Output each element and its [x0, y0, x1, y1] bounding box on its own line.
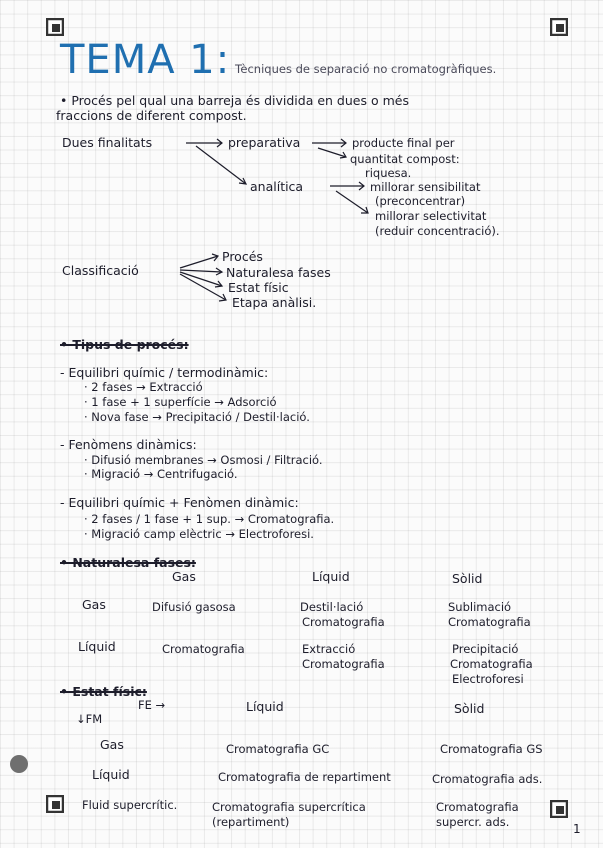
- anal-result-3: millorar selectivitat: [375, 209, 487, 223]
- classificacio-item-proces: Procés: [222, 249, 263, 264]
- combinat-item-1: · 2 fases / 1 fase + 1 sup. → Cromatografia.: [84, 512, 335, 526]
- naturalesa-row-gas: Gas: [82, 597, 106, 612]
- prep-result-1: producte final per: [352, 136, 455, 150]
- estat-col-solid: Sòlid: [454, 701, 485, 716]
- fenomens-item-1: · Difusió membranes → Osmosi / Filtració.: [84, 453, 323, 467]
- classificacio-item-etapa: Etapa anàlisi.: [232, 295, 317, 310]
- intro-line-2: fraccions de diferent compost.: [56, 108, 247, 123]
- estat-fluid-liquid-1: Cromatografia supercrítica: [212, 800, 366, 814]
- classificacio-label: Classificació: [62, 263, 139, 278]
- fenomens-title: - Fenòmens dinàmics:: [60, 437, 197, 452]
- combinat-item-2: · Migració camp elèctric → Electroforesi.: [84, 527, 314, 541]
- naturalesa-gas-gas: Difusió gasosa: [152, 600, 236, 614]
- equilibri-title: - Equilibri químic / termodinàmic:: [60, 365, 269, 380]
- equilibri-item-1: · 2 fases → Extracció: [84, 380, 203, 394]
- estat-gas-liquid: Cromatografia GC: [226, 742, 330, 756]
- naturalesa-liq-liquid-1: Extracció: [302, 642, 356, 656]
- classificacio-item-estat: Estat físic: [228, 280, 289, 295]
- anal-result-4: (reduir concentració).: [375, 224, 500, 238]
- naturalesa-gas-solid-1: Sublimació: [448, 600, 512, 614]
- equilibri-item-3: · Nova fase → Precipitació / Destil·lació.: [84, 410, 310, 424]
- page-number: 1: [573, 822, 581, 836]
- estat-row-fluid: Fluid supercrític.: [82, 798, 178, 812]
- estat-fluid-solid-2: supercr. ads.: [436, 815, 510, 829]
- prep-result-3: riquesa.: [365, 166, 412, 180]
- finalitats-preparativa: preparativa: [228, 135, 301, 150]
- naturalesa-liq-solid-2: Cromatografia: [450, 657, 533, 671]
- intro-line-1: • Procés pel qual una barreja és dividida en dues o més: [60, 93, 409, 108]
- estat-row-liquid: Líquid: [92, 767, 130, 782]
- fenomens-item-2: · Migració → Centrifugació.: [84, 467, 238, 481]
- naturalesa-liq-liquid-2: Cromatografia: [302, 657, 385, 671]
- tipus-proces-heading: • Tipus de procés:: [60, 337, 189, 352]
- estat-col-liquid: Líquid: [246, 699, 284, 714]
- naturalesa-gas-solid-2: Cromatografia: [448, 615, 531, 629]
- estat-fm-label: ↓FM: [76, 712, 103, 726]
- naturalesa-col-solid: Sòlid: [452, 571, 483, 586]
- naturalesa-col-gas: Gas: [172, 569, 196, 584]
- naturalesa-col-liquid: Líquid: [312, 569, 350, 584]
- naturalesa-row-liquid: Líquid: [78, 639, 116, 654]
- estat-fluid-liquid-2: (repartiment): [212, 815, 290, 829]
- naturalesa-gas-liquid-1: Destil·lació: [300, 600, 364, 614]
- naturalesa-liq-gas: Cromatografia: [162, 642, 245, 656]
- estat-gas-solid: Cromatografia GS: [440, 742, 543, 756]
- finalitats-label: Dues finalitats: [62, 135, 153, 150]
- classificacio-item-naturalesa: Naturalesa fases: [226, 265, 331, 280]
- anal-result-2: (preconcentrar): [375, 194, 466, 208]
- estat-fisic-heading: • Estat físic:: [60, 684, 147, 699]
- estat-fluid-solid-1: Cromatografia: [436, 800, 519, 814]
- prep-result-2: quantitat compost:: [350, 152, 460, 166]
- estat-liq-solid: Cromatografia ads.: [432, 772, 543, 786]
- naturalesa-liq-solid-3: Electroforesi: [452, 672, 524, 686]
- estat-fe-label: FE →: [138, 698, 166, 712]
- naturalesa-gas-liquid-2: Cromatografia: [302, 615, 385, 629]
- anal-result-1: millorar sensibilitat: [370, 180, 481, 194]
- combinat-title: - Equilibri químic + Fenòmen dinàmic:: [60, 495, 299, 510]
- finalitats-analitica: analítica: [250, 179, 304, 194]
- estat-liq-liquid: Cromatografia de repartiment: [218, 770, 391, 784]
- estat-row-gas: Gas: [100, 737, 124, 752]
- equilibri-item-2: · 1 fase + 1 superfície → Adsorció: [84, 395, 277, 409]
- page-subtitle: Tècniques de separació no cromatogràfiques.: [235, 62, 497, 76]
- naturalesa-heading: • Naturalesa fases:: [60, 555, 196, 570]
- naturalesa-liq-solid-1: Precipitació: [452, 642, 519, 656]
- page-title: TEMA 1:: [60, 37, 231, 83]
